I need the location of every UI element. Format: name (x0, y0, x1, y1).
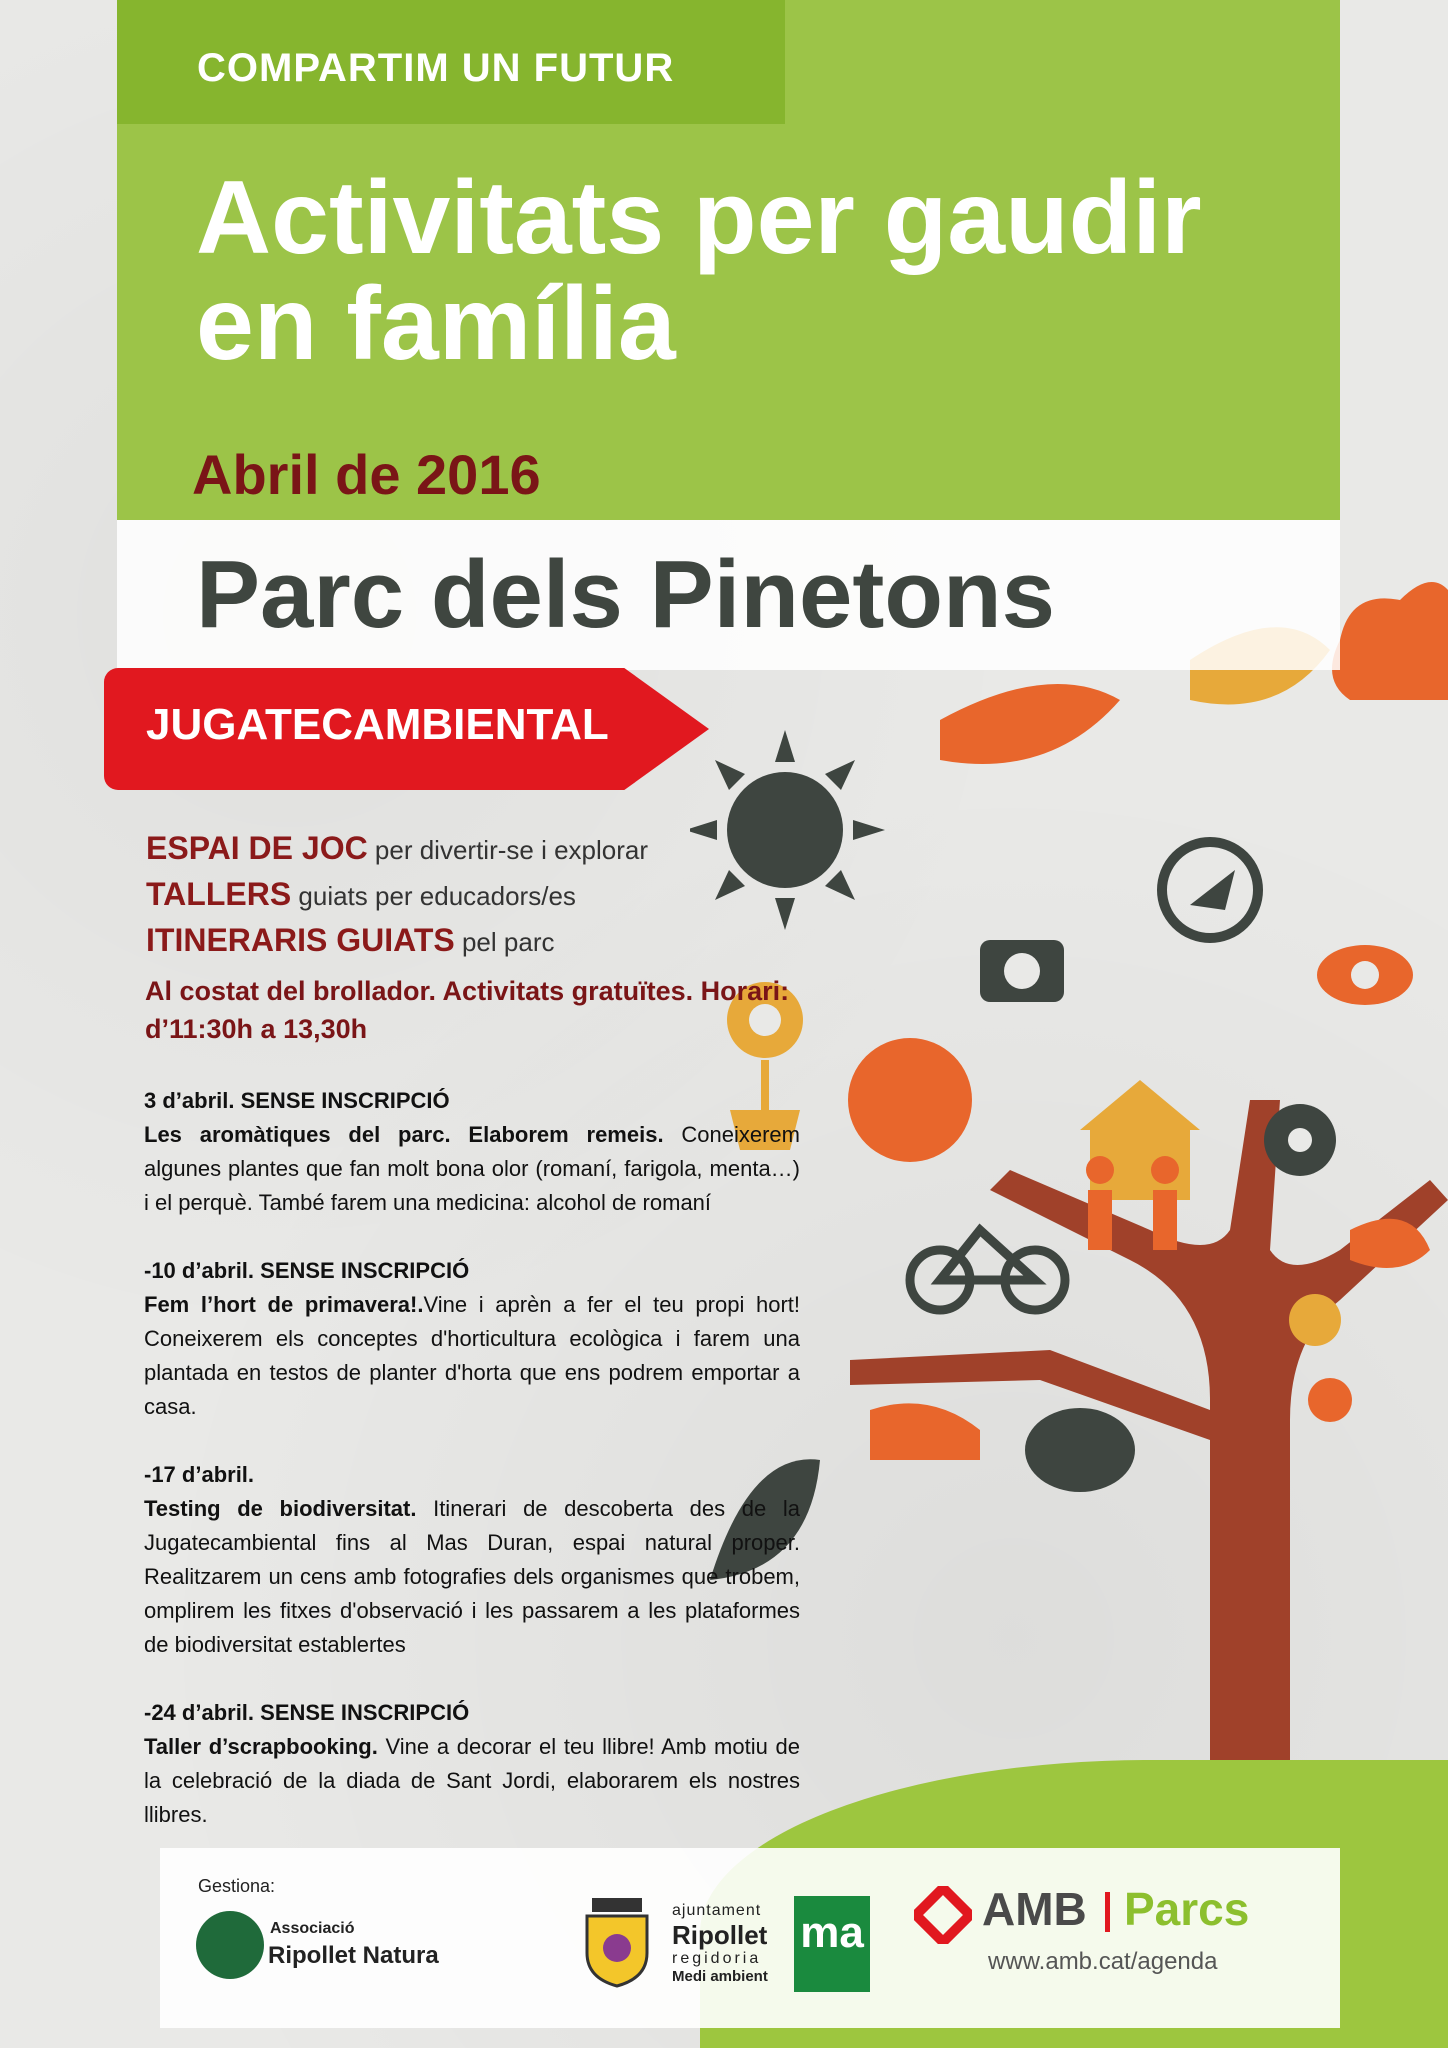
ripollet-shield-icon (582, 1898, 652, 1988)
amb-name: AMB (982, 1883, 1087, 1935)
ripollet-natura-logo-icon (196, 1911, 264, 1979)
sun-icon (690, 730, 885, 930)
turtle-icon (1025, 1408, 1135, 1492)
medi-ambient-label: Medi ambient (672, 1968, 768, 1985)
gear-icon (1264, 1104, 1336, 1176)
cloud-icon (1332, 582, 1448, 700)
feature-text: guiats per educadors/es (291, 881, 576, 911)
eye-icon (1317, 945, 1413, 1005)
ladybug-icon (848, 1038, 972, 1162)
feature-itineraris (146, 922, 554, 959)
event-item (144, 1254, 800, 1424)
event-body: Vine i aprèn a fer el teu propi hort! Coneixerem els conceptes d'horticultura ecològica i farem una plantada en testos de planter d'horta que ens podrem emportar a casa. (144, 1292, 800, 1419)
feature-keyword: ITINERARIS GUIATS (146, 922, 455, 958)
event-list (144, 1084, 800, 1866)
feature-keyword: ESPAI DE JOC (146, 830, 368, 866)
ripollet-name: Ripollet (672, 1920, 768, 1950)
agenda-url: www.amb.cat/agenda (988, 1948, 1218, 1975)
amb-parcs: Parcs (1124, 1883, 1250, 1935)
apple-icon (1289, 1294, 1341, 1346)
event-item (144, 1084, 800, 1220)
event-head: -17 d’abril. (144, 1462, 255, 1487)
amb-logo-icon (914, 1886, 972, 1944)
main-title-line1: Activitats per gaudir (196, 160, 1202, 276)
feature-text: per divertir-se i explorar (367, 835, 648, 865)
ajuntament-label: ajuntament (672, 1902, 762, 1919)
association-name: Ripollet Natura (268, 1942, 439, 1969)
main-title-line2: en família (196, 266, 676, 382)
ma-logo-text: ma (800, 1908, 864, 1957)
feature-tallers (146, 876, 576, 913)
compass-icon (1162, 842, 1258, 938)
park-name: Parc dels Pinetons (196, 541, 1055, 648)
event-head: -24 d’abril. SENSE INSCRIPCIÓ (144, 1700, 470, 1725)
regidoria-label: regidoria (672, 1950, 762, 1967)
event-head: -10 d’abril. SENSE INSCRIPCIÓ (144, 1258, 470, 1283)
gestiona-label: Gestiona: (198, 1876, 276, 1896)
event-item (144, 1458, 800, 1662)
event-date: Abril de 2016 (192, 443, 541, 506)
bicycle-icon (910, 1230, 1065, 1310)
event-item (144, 1696, 800, 1832)
association-label: Associació (270, 1920, 355, 1937)
feature-text: pel parc (454, 927, 555, 957)
leaf-icon (940, 684, 1120, 764)
event-title: Fem l’hort de primavera!. (144, 1292, 424, 1317)
main-title (196, 160, 1296, 382)
event-title: Testing de biodiversitat. (144, 1496, 417, 1521)
event-title: Taller d’scrapbooking. (144, 1734, 378, 1759)
schedule-info: Al costat del brollador. Activitats gratuïtes. Horari: d’11:30h a 13,30h (145, 976, 790, 1044)
banner-label: JUGATECAMBIENTAL (146, 700, 609, 749)
event-title: Les aromàtiques del parc. Elaborem remeis. (144, 1122, 664, 1147)
event-head: 3 d’abril. SENSE INSCRIPCIÓ (144, 1088, 450, 1113)
tagline: COMPARTIM UN FUTUR (197, 46, 675, 90)
feature-keyword: TALLERS (146, 876, 292, 912)
event-body: Coneixerem algunes plantes que fan molt bona olor (romaní, farigola, menta…) i el perquè. També farem una medicina: alcohol de romaní (144, 1122, 800, 1215)
event-body: Vine a decorar el teu llibre! Amb motiu de la celebració de la diada de Sant Jordi, elaborarem els nostres llibres. (144, 1734, 800, 1827)
car-icon (870, 1403, 980, 1460)
feature-espai (146, 830, 648, 867)
amb-separator (1105, 1892, 1110, 1932)
orange-dot-icon (1308, 1378, 1352, 1422)
event-body: Itinerari de descoberta des de la Jugatecambiental fins al Mas Duran, espai natural proper. Realitzarem un cens amb fotografies dels organismes que trobem, omplirem les fitxes d'observació i les passarem a les plataformes de biodiversitat establertes (144, 1496, 800, 1657)
